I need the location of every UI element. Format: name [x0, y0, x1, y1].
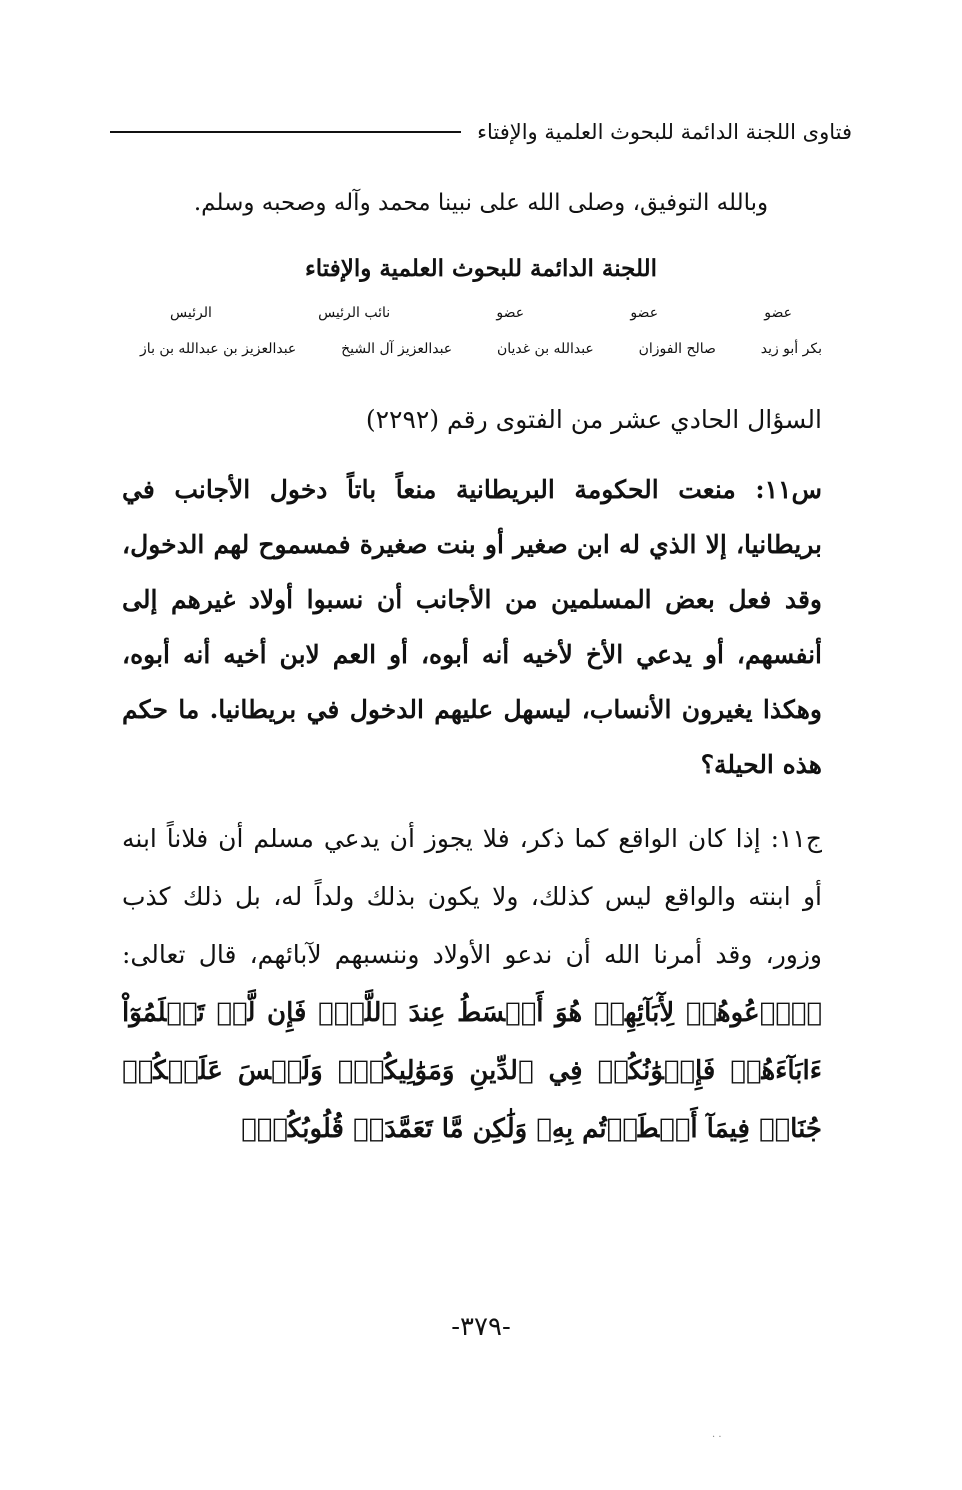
- scan-artifact: · ·: [712, 1432, 722, 1443]
- header-title: فتاوى اللجنة الدائمة للبحوث العلمية والإفتاء: [477, 120, 852, 144]
- name-member-3: عبدالله بن غديان: [496, 341, 594, 357]
- question-paragraph: س١١: منعت الحكومة البريطانية منعاً باتاً دخول الأجانب في بريطانيا، إلا الذي له ابن صغير أو بنت صغيرة فمسموح لهم الدخول، وقد فعل بعض المسلمين من الأجانب أن نسبوا أولاد غيرهم إلى أنفسهم، أو يدعي الأخ لأخيه أنه أبوه، أو العم لابن أخيه أنه أبوه، وهكذا يغيرون الأنساب، ليسهل عليهم الدخول في بريطانيا. ما حكم هذه الحيلة؟: [122, 475, 822, 779]
- question-title: السؤال الحادي عشر من الفتوى رقم (٢٢٩٢): [365, 405, 822, 434]
- name-president: عبدالعزيز بن عبدالله بن باز: [140, 341, 297, 357]
- role-member-3: عضو: [496, 305, 525, 321]
- signature-names: [140, 341, 822, 357]
- quran-verse: ﴿ٱدۡعُوهُمۡ لِأٓبَآئِهِمۡ هُوَ أَقۡسَطُ عِندَ ٱللَّهِۚ فَإِن لَّمۡ تَعۡلَمُوٓاْ ءَابَآءَهُمۡ فَإِخۡوَٰنُكُمۡ فِي ٱلدِّينِ وَمَوَٰلِيكُمۡۚ وَلَيۡسَ عَلَيۡكُمۡ جُنَاحٞ فِيمَآ أَخۡطَأۡتُم بِهِۦ وَلَٰكِن مَّا تَعَمَّدَتۡ قُلُوبُكُمۡۚ: [122, 998, 822, 1144]
- signature-roles: [140, 305, 822, 321]
- role-member-1: عضو: [764, 305, 792, 321]
- answer-text: ج١١: إذا كان الواقع كما ذكر، فلا يجوز أن يدعي مسلم أن فلاناً ابنه أو ابنته والواقع ليس كذلك، ولا يكون بذلك ولداً له، بل ذلك كذب وزور، وقد أمرنا الله أن ندعو الأولاد وننسبهم لآبائهم، قال تعالى:: [122, 824, 822, 969]
- role-president: الرئيس: [170, 305, 212, 321]
- role-vice-president: نائب الرئيس: [318, 305, 391, 321]
- committee-name: اللجنة الدائمة للبحوث العلمية والإفتاء: [304, 255, 658, 282]
- role-member-2: عضو: [630, 305, 659, 321]
- name-member-2: صالح الفوزان: [638, 341, 716, 357]
- name-vice-president: عبدالعزيز آل الشيخ: [341, 341, 453, 357]
- closing-line: وبالله التوفيق، وصلى الله على نبينا محمد وآله وصحبه وسلم.: [193, 190, 769, 216]
- header-rule: [110, 131, 461, 133]
- running-header: [110, 112, 852, 152]
- page-number: -٣٧٩-: [451, 1312, 511, 1342]
- answer-paragraph: [122, 810, 822, 1158]
- name-member-1: بكر أبو زيد: [760, 341, 822, 357]
